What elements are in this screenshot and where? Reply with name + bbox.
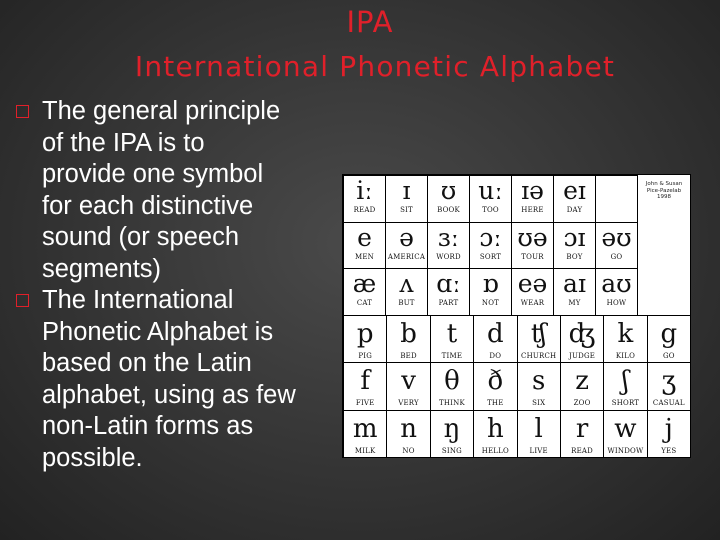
vowel-cell bbox=[344, 269, 386, 316]
ipa-symbol: ʒ bbox=[661, 366, 677, 397]
ipa-symbol: θ bbox=[444, 366, 460, 397]
bullet-line: non-Latin forms as bbox=[42, 412, 254, 440]
ipa-symbol: m bbox=[352, 413, 378, 444]
example-word: READ bbox=[353, 206, 376, 214]
example-word: THINK bbox=[438, 399, 465, 408]
vowel-cell bbox=[470, 269, 512, 316]
consonant-cell bbox=[648, 411, 691, 458]
vowel-cell bbox=[470, 223, 512, 270]
vowel-cell bbox=[512, 176, 554, 223]
consonant-cell bbox=[474, 363, 517, 410]
example-word: VERY bbox=[398, 399, 419, 408]
bullet-line: sound (or speech bbox=[42, 223, 240, 251]
consonant-cell bbox=[431, 316, 474, 363]
example-word: BED bbox=[400, 352, 417, 360]
vowel-cell bbox=[428, 176, 470, 223]
bullet-line: provide one symbol bbox=[42, 160, 264, 188]
ipa-symbol: f bbox=[360, 366, 370, 397]
consonant-cell bbox=[431, 411, 474, 458]
example-word: TOUR bbox=[521, 252, 544, 261]
example-word: CAT bbox=[356, 299, 373, 308]
example-word: SIX bbox=[532, 399, 546, 408]
ipa-symbol: s bbox=[532, 366, 546, 397]
example-word: TOO bbox=[482, 206, 499, 214]
example-word: KILO bbox=[615, 352, 636, 360]
ipa-symbol: ɔɪ bbox=[563, 222, 586, 252]
vowel-cell bbox=[554, 176, 596, 223]
ipa-symbol: ə bbox=[399, 222, 414, 252]
ipa-symbol: ʌ bbox=[399, 269, 414, 299]
example-word: GO bbox=[662, 352, 675, 360]
vowel-cell bbox=[596, 176, 638, 223]
bullet-line: possible. bbox=[42, 443, 143, 472]
vowel-cell bbox=[344, 223, 386, 270]
ipa-symbol: d bbox=[486, 319, 504, 349]
consonant-cell bbox=[387, 316, 430, 363]
consonant-cell bbox=[344, 411, 387, 458]
example-word: BOY bbox=[566, 252, 583, 261]
vowel-cell bbox=[386, 223, 428, 270]
example-word: JUDGE bbox=[569, 352, 596, 360]
example-word: WORD bbox=[436, 252, 461, 261]
ipa-symbol: v bbox=[401, 366, 416, 397]
ipa-symbol: g bbox=[660, 319, 678, 349]
ipa-symbol: h bbox=[486, 413, 504, 444]
chart-credit bbox=[638, 181, 690, 201]
example-word: HERE bbox=[521, 206, 544, 214]
example-word: BUT bbox=[398, 299, 415, 308]
example-word: CHURCH bbox=[521, 352, 557, 360]
consonant-cell bbox=[604, 316, 647, 363]
ipa-symbol: j bbox=[664, 413, 673, 444]
vowel-cell bbox=[596, 269, 638, 316]
vowel-cell bbox=[596, 223, 638, 270]
vowel-cell bbox=[512, 269, 554, 316]
example-word: CASUAL bbox=[652, 399, 685, 408]
ipa-symbol: ɔː bbox=[479, 222, 502, 252]
ipa-symbol: eə bbox=[517, 269, 548, 299]
ipa-symbol: iː bbox=[356, 176, 373, 205]
ipa-symbol: ɪ bbox=[402, 176, 411, 205]
bullet-line: of the IPA is to bbox=[42, 128, 205, 157]
consonant-cell bbox=[518, 411, 561, 458]
ipa-symbol: l bbox=[534, 413, 543, 444]
example-word: THE bbox=[487, 399, 504, 408]
example-word: LIVE bbox=[529, 446, 548, 455]
consonant-cell bbox=[387, 363, 430, 410]
ipa-symbol: r bbox=[575, 413, 589, 444]
consonant-cell bbox=[344, 363, 387, 410]
consonant-grid bbox=[343, 315, 691, 458]
vowel-cell bbox=[344, 176, 386, 223]
ipa-symbol: ɪə bbox=[521, 176, 544, 205]
bullet-list bbox=[16, 96, 376, 474]
square-bullet-icon bbox=[16, 294, 29, 307]
ipa-symbol: ð bbox=[487, 366, 504, 397]
consonant-cell bbox=[518, 316, 561, 363]
example-word: ZOO bbox=[573, 399, 591, 408]
vowel-cell bbox=[428, 269, 470, 316]
example-word: READ bbox=[571, 446, 593, 455]
ipa-symbol: ŋ bbox=[443, 413, 461, 444]
vowel-cell bbox=[386, 269, 428, 316]
ipa-symbol: ʧ bbox=[530, 319, 547, 349]
example-word: DO bbox=[489, 352, 502, 360]
ipa-symbol: p bbox=[356, 319, 374, 349]
ipa-symbol: t bbox=[446, 319, 458, 349]
vowel-grid bbox=[343, 175, 638, 316]
example-word: SIT bbox=[400, 206, 413, 214]
ipa-symbol: ɑː bbox=[436, 269, 461, 299]
example-word: HOW bbox=[606, 299, 627, 308]
example-word: GO bbox=[610, 252, 623, 261]
ipa-symbol: ʊ bbox=[440, 176, 457, 205]
vowel-cell bbox=[470, 176, 512, 223]
example-word: MEN bbox=[354, 252, 374, 261]
ipa-symbol: ɒ bbox=[482, 269, 499, 299]
example-word: FIVE bbox=[355, 399, 375, 408]
consonant-cell bbox=[344, 316, 387, 363]
consonant-cell bbox=[561, 411, 604, 458]
ipa-symbol: uː bbox=[478, 176, 503, 205]
ipa-symbol: b bbox=[400, 319, 417, 349]
ipa-symbol: eɪ bbox=[563, 176, 586, 205]
vowel-cell bbox=[386, 176, 428, 223]
consonant-cell bbox=[561, 363, 604, 410]
ipa-symbol: æ bbox=[352, 269, 377, 299]
example-word: MY bbox=[568, 299, 581, 308]
consonant-cell bbox=[648, 363, 691, 410]
example-word: YES bbox=[661, 446, 677, 455]
ipa-symbol: aɪ bbox=[563, 269, 586, 299]
vowel-cell bbox=[554, 269, 596, 316]
consonant-cell bbox=[561, 316, 604, 363]
ipa-symbol: e bbox=[357, 222, 372, 252]
example-word: WINDOW bbox=[607, 446, 644, 455]
consonant-cell bbox=[604, 411, 647, 458]
ipa-symbol: ɜː bbox=[437, 222, 460, 252]
ipa-symbol: ʊə bbox=[517, 222, 548, 252]
square-bullet-icon bbox=[16, 105, 29, 118]
bullet-item bbox=[16, 285, 376, 474]
example-word: SHORT bbox=[611, 399, 640, 408]
bullet-line: The general principle bbox=[42, 97, 281, 125]
example-word: WEAR bbox=[520, 299, 545, 308]
consonant-cell bbox=[648, 316, 691, 363]
example-word: AMERICA bbox=[387, 252, 426, 261]
consonant-cell bbox=[518, 363, 561, 410]
credit-line: Pice-Pazelab bbox=[646, 187, 682, 194]
ipa-symbol: ʤ bbox=[568, 319, 596, 349]
example-word: PART bbox=[438, 299, 459, 308]
bullet-item bbox=[16, 96, 376, 285]
example-word: HELLO bbox=[481, 446, 509, 455]
credit-line: John & Susan bbox=[645, 181, 683, 187]
credit-line: 1998 bbox=[657, 194, 671, 200]
ipa-symbol: k bbox=[617, 319, 634, 349]
vowel-cell bbox=[554, 223, 596, 270]
ipa-symbol: aʊ bbox=[601, 269, 632, 299]
vowel-cell bbox=[428, 223, 470, 270]
example-word: SORT bbox=[479, 252, 502, 261]
bullet-line: Phonetic Alphabet is bbox=[42, 317, 274, 346]
example-word: PIG bbox=[358, 352, 373, 360]
example-word: SING bbox=[441, 446, 462, 455]
ipa-symbol: ʃ bbox=[621, 366, 629, 397]
bullet-line: for each distinctive bbox=[42, 191, 254, 220]
example-word: NOT bbox=[481, 299, 500, 308]
consonant-cell bbox=[474, 316, 517, 363]
consonant-cell bbox=[387, 411, 430, 458]
example-word: DAY bbox=[566, 206, 583, 214]
slide-title: IPA bbox=[346, 5, 394, 39]
consonant-cell bbox=[431, 363, 474, 410]
slide-subtitle: International Phonetic Alphabet bbox=[134, 50, 616, 83]
example-word: NO bbox=[402, 446, 415, 455]
bullet-line: The International bbox=[42, 286, 234, 314]
vowel-cell bbox=[512, 223, 554, 270]
example-word: BOOK bbox=[437, 206, 460, 214]
ipa-chart-image bbox=[342, 174, 691, 458]
ipa-symbol: n bbox=[400, 413, 417, 444]
ipa-symbol: əʊ bbox=[601, 222, 632, 252]
bullet-line: alphabet, using as few bbox=[42, 380, 296, 409]
bullet-line: based on the Latin bbox=[42, 349, 252, 377]
example-word: MILK bbox=[354, 446, 376, 455]
consonant-cell bbox=[604, 363, 647, 410]
ipa-symbol: w bbox=[614, 413, 637, 444]
consonant-cell bbox=[474, 411, 517, 458]
example-word: TIME bbox=[441, 352, 463, 360]
ipa-symbol: z bbox=[575, 366, 589, 397]
bullet-line: segments) bbox=[42, 254, 162, 283]
